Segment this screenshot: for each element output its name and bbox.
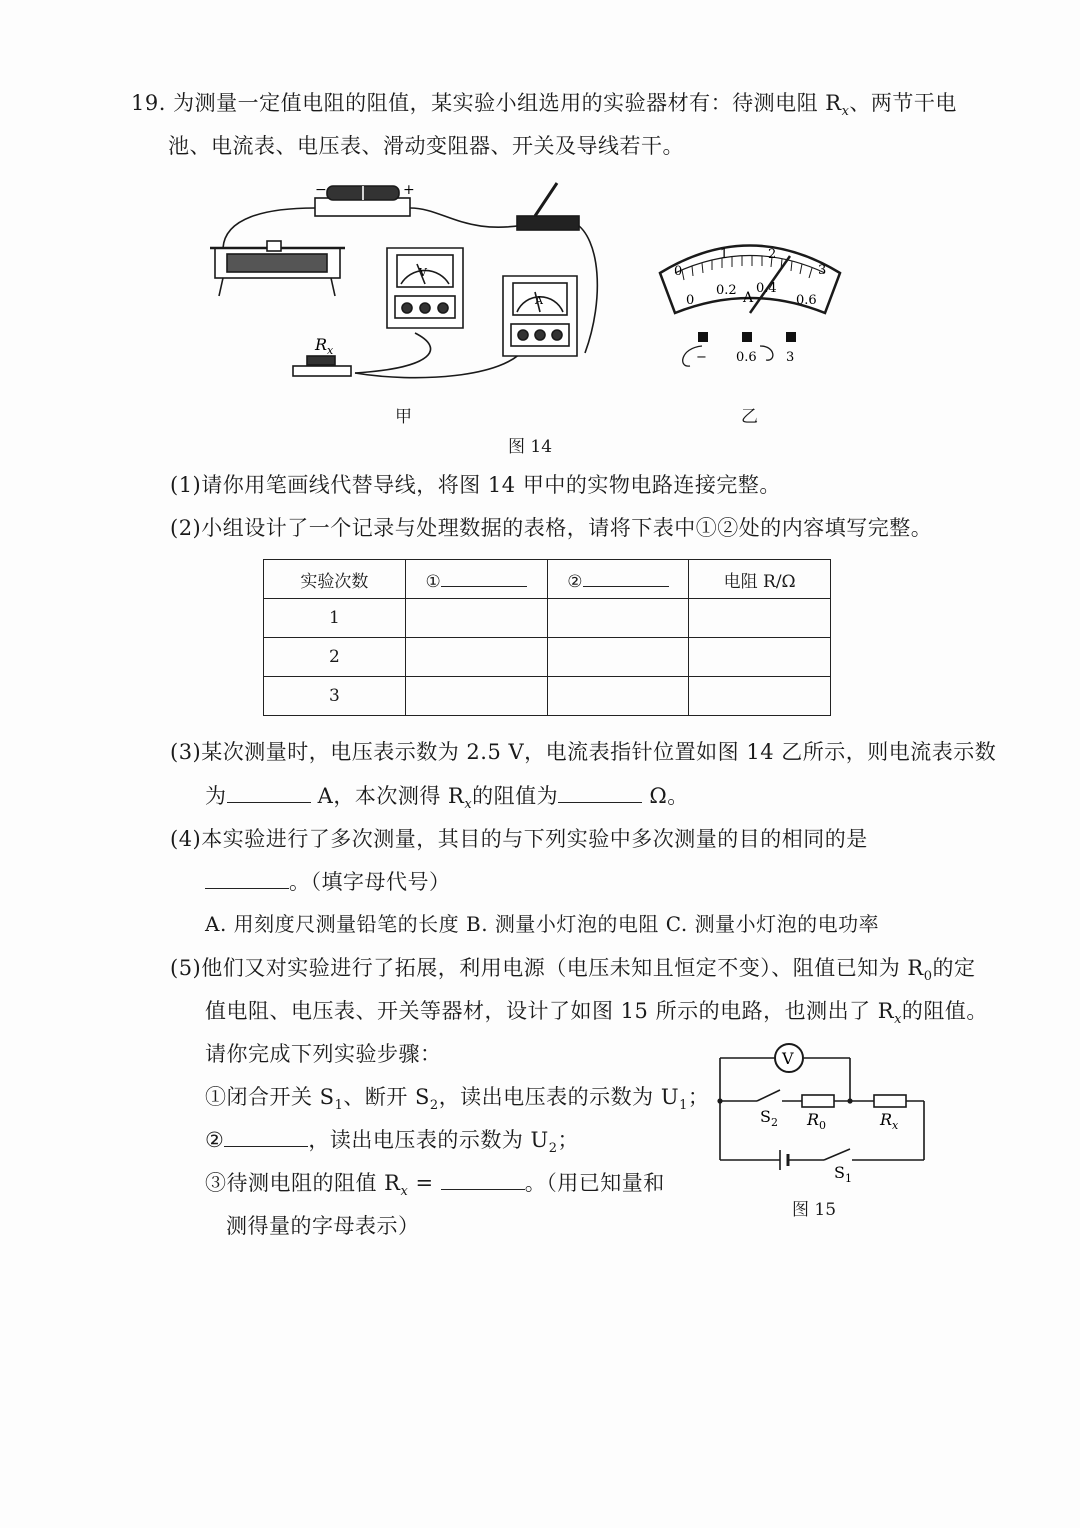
wire-voltmeter-rx [355, 333, 431, 373]
table-row [264, 677, 831, 716]
part-5-text-b: 值电阻、电压表、开关等器材，设计了如图 15 所示的电路，也测出了 $R_x$的阻值。 [205, 999, 988, 1028]
rx-label: $R_x$ [315, 335, 334, 357]
question-intro-line2: 池、电流表、电压表、滑动变阻器、开关及导线若干。 [168, 134, 684, 158]
resistance-answer-blank [558, 782, 642, 803]
header-resistance: 电阻 R/Ω [689, 560, 831, 599]
table-row [264, 599, 831, 638]
question-number: 19. [131, 91, 166, 115]
header-blank-2-line [583, 566, 669, 587]
part-4-text-b: 。（填字母代号） [205, 867, 451, 897]
step-2: ② ，读出电压表的示数为 $U_2$； [205, 1128, 579, 1157]
lower-scale-0: 0 [686, 293, 695, 308]
wire-rx-ammeter [355, 348, 525, 378]
upper-scale-0: 0 [674, 264, 683, 279]
voltmeter-v-symbol: V [782, 1049, 794, 1068]
current-answer-blank [227, 782, 311, 803]
table-header-row [264, 560, 831, 599]
terminal-minus [698, 332, 708, 342]
upper-scale-3: 3 [818, 263, 827, 278]
battery-minus-label: − [315, 182, 327, 198]
step-3-continued: 测得量的字母表示） [226, 1214, 420, 1238]
terminal-3 [786, 332, 796, 342]
header-trial-count: 实验次数 [264, 560, 406, 599]
step-2-answer-blank [224, 1126, 308, 1147]
part-4-answer-blank [205, 868, 289, 889]
part-5-text-a: (5)他们又对实验进行了拓展，利用电源（电压未知且恒定不变）、阻值已知为 $R_0$的定 [170, 956, 976, 985]
voltmeter-symbol: V [419, 266, 427, 279]
ammeter-symbol: A [535, 294, 543, 307]
terminal-0.6-label: 0.6 [736, 350, 757, 365]
table-row [264, 638, 831, 677]
wire-switch-ammeter [575, 223, 597, 353]
header-blank-1-line [441, 566, 527, 587]
terminal-3-label: 3 [786, 350, 795, 365]
terminal-minus-label: − [696, 350, 707, 365]
header-blank-1: ① [405, 560, 547, 599]
part-3-text-b: 为 A，本次测得 $R_x$的阻值为 Ω。 [205, 784, 689, 813]
resistor-rx-label: $R_x$ [880, 1110, 899, 1132]
step-3: ③待测电阻的阻值 $R_x$ = 。（用已知量和 [205, 1171, 665, 1200]
resistor-r0-label: $R_0$ [807, 1110, 827, 1132]
figure-14-yi-ammeter-dial [650, 228, 850, 376]
part-2-text: (2)小组设计了一个记录与处理数据的表格，请将下表中①②处的内容填写完整。 [170, 516, 933, 540]
question-header [131, 88, 957, 127]
lower-scale-0.4: 0.4 [756, 281, 777, 296]
step-1: ①闭合开关 $S_1$、断开 $S_2$，读出电压表的示数为 $U_1$； [205, 1085, 710, 1114]
row-1-index: 1 [264, 599, 406, 638]
switch-s1-label: $S_1$ [834, 1163, 852, 1185]
terminal-0.6 [742, 332, 752, 342]
figure-14-jia-circuit [205, 178, 625, 388]
upper-scale-2: 2 [768, 247, 777, 262]
part-5-text-c: 请你完成下列实验步骤： [205, 1042, 442, 1066]
part-3-text-a: (3)某次测量时，电压表示数为 2.5 V，电流表指针位置如图 14 乙所示，则电流表示数 [170, 740, 997, 764]
data-record-table [263, 559, 831, 716]
figure-15-circuit [712, 1038, 932, 1186]
switch-s2-label: $S_2$ [760, 1107, 778, 1129]
part-4-options: A. 用刻度尺测量铅笔的长度 B. 测量小灯泡的电阻 C. 测量小灯泡的电功率 [205, 912, 880, 936]
figure-14-caption: 图 14 [508, 437, 553, 457]
rx-resistor-board [293, 366, 351, 376]
step-3-answer-blank [441, 1169, 525, 1190]
row-2-index: 2 [264, 638, 406, 677]
question-intro-line1: 为测量一定值电阻的阻值，某实验小组选用的实验器材有：待测电阻 $R_x$、两节干电 [173, 91, 957, 120]
part-4-text-a: (4)本实验进行了多次测量，其目的与下列实验中多次测量的目的相同的是 [170, 827, 868, 851]
figure-14-jia-label: 甲 [395, 407, 412, 427]
knife-switch [517, 216, 579, 230]
part-1-text: (1)请你用笔画线代替导线，将图 14 甲中的实物电路连接完整。 [170, 473, 781, 497]
upper-scale-1: 1 [720, 247, 729, 262]
figure-15-caption: 图 15 [792, 1200, 837, 1220]
figure-14-yi-label: 乙 [741, 407, 758, 427]
row-3-index: 3 [264, 677, 406, 716]
lower-scale-0.6: 0.6 [796, 293, 817, 308]
header-blank-2: ② [547, 560, 689, 599]
battery-plus-label: + [403, 182, 415, 198]
dial-ammeter-symbol: A [743, 290, 754, 306]
lower-scale-0.2: 0.2 [716, 283, 737, 298]
